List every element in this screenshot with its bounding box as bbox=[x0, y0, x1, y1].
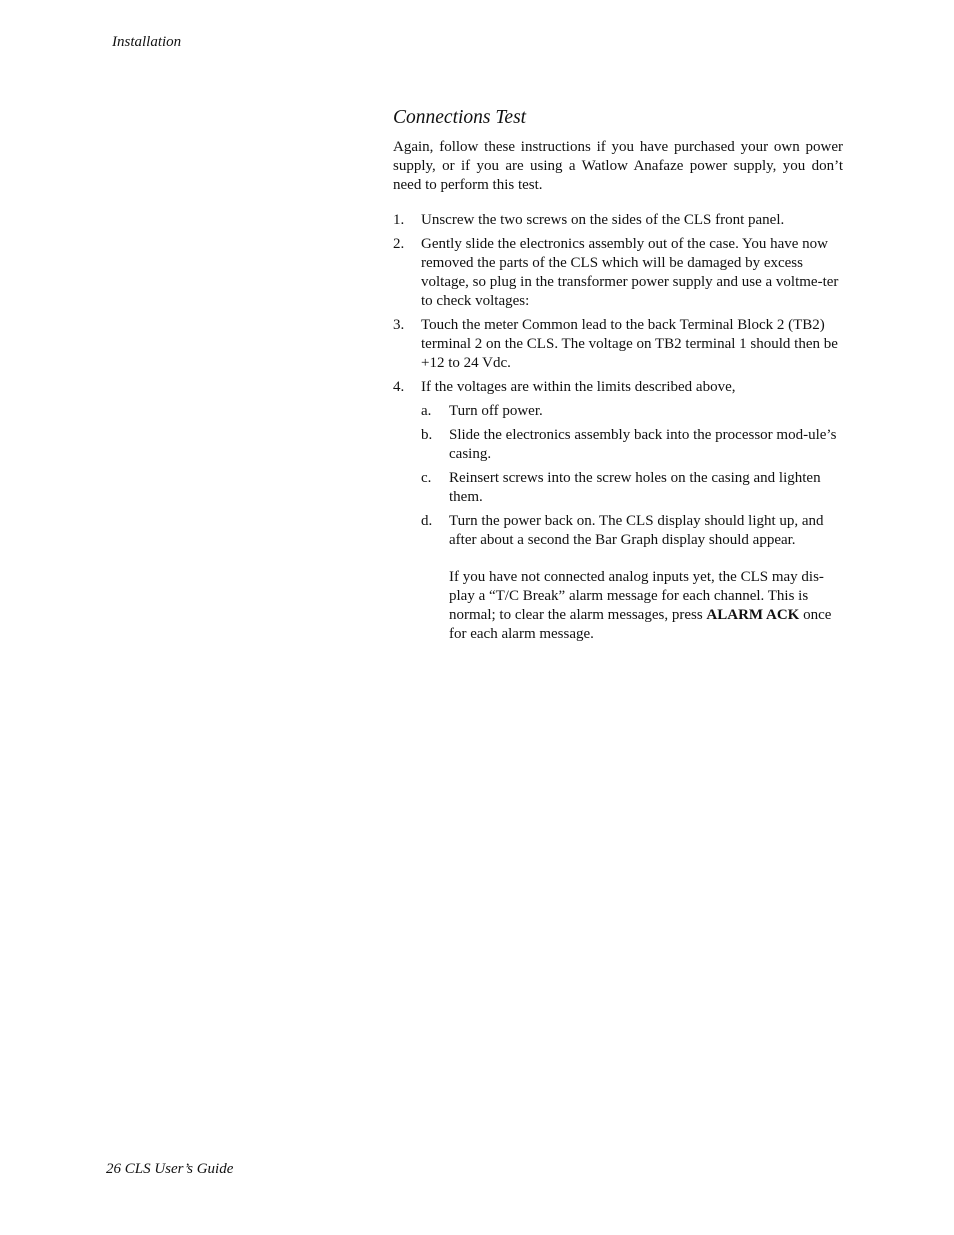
substep-body bbox=[449, 512, 843, 644]
step-text: Gently slide the electronics assembly out of the case. You have now removed the parts of the CLS which will be damaged by excess voltage, so plug in the transformer power supply and use a voltme-ter to check voltages: bbox=[421, 236, 839, 309]
substep-letter: a. bbox=[421, 403, 432, 419]
step-2 bbox=[393, 235, 843, 311]
substep-text: Slide the electronics assembly back into the processor mod-ule’s casing. bbox=[449, 427, 837, 462]
substep-a bbox=[421, 402, 843, 421]
step-text: Touch the meter Common lead to the back Terminal Block 2 (TB2) terminal 2 on the CLS. The voltage on TB2 terminal 1 should then be +12 to 24 Vdc. bbox=[421, 317, 838, 371]
step-1 bbox=[393, 211, 843, 230]
substep-text: Turn off power. bbox=[449, 403, 543, 419]
page-footer: 26 CLS User’s Guide bbox=[106, 1161, 234, 1177]
step-4 bbox=[393, 378, 843, 644]
intro-paragraph: Again, follow these instructions if you have purchased your own power supply, or if you are using a Watlow Anafaze power supply, you don’t need to perform this test. bbox=[393, 139, 843, 193]
step-3 bbox=[393, 316, 843, 373]
step-number: 3. bbox=[393, 317, 405, 333]
substep-letter: d. bbox=[421, 513, 433, 529]
note-text-after: once for each alarm message. bbox=[449, 607, 832, 642]
section-title: Connections Test bbox=[393, 107, 527, 128]
substep-d bbox=[421, 512, 843, 644]
alarm-ack-key: ALARM ACK bbox=[706, 607, 800, 623]
substep-c bbox=[421, 469, 843, 507]
substep-text: Turn the power back on. The CLS display should light up, and after about a second the Bar Graph display should appear. bbox=[449, 513, 824, 548]
substep-text: Reinsert screws into the screw holes on the casing and lighten them. bbox=[449, 470, 821, 505]
substep-letter: b. bbox=[421, 427, 433, 443]
step-text: If the voltages are within the limits described above, bbox=[421, 379, 736, 395]
note-paragraph bbox=[449, 568, 843, 644]
main-content bbox=[393, 106, 843, 649]
running-header: Installation bbox=[112, 34, 182, 50]
step-text: Unscrew the two screws on the sides of the CLS front panel. bbox=[421, 212, 785, 228]
step-number: 2. bbox=[393, 236, 405, 252]
step-body bbox=[421, 378, 843, 644]
step-number: 1. bbox=[393, 212, 405, 228]
substep-letter: c. bbox=[421, 470, 432, 486]
note-text-before: If you have not connected analog inputs yet, the CLS may dis-play a “T/C Break” alarm message for each channel. This is normal; to clear the alarm messages, press bbox=[449, 569, 824, 623]
step-number: 4. bbox=[393, 379, 405, 395]
substep-b bbox=[421, 426, 843, 464]
